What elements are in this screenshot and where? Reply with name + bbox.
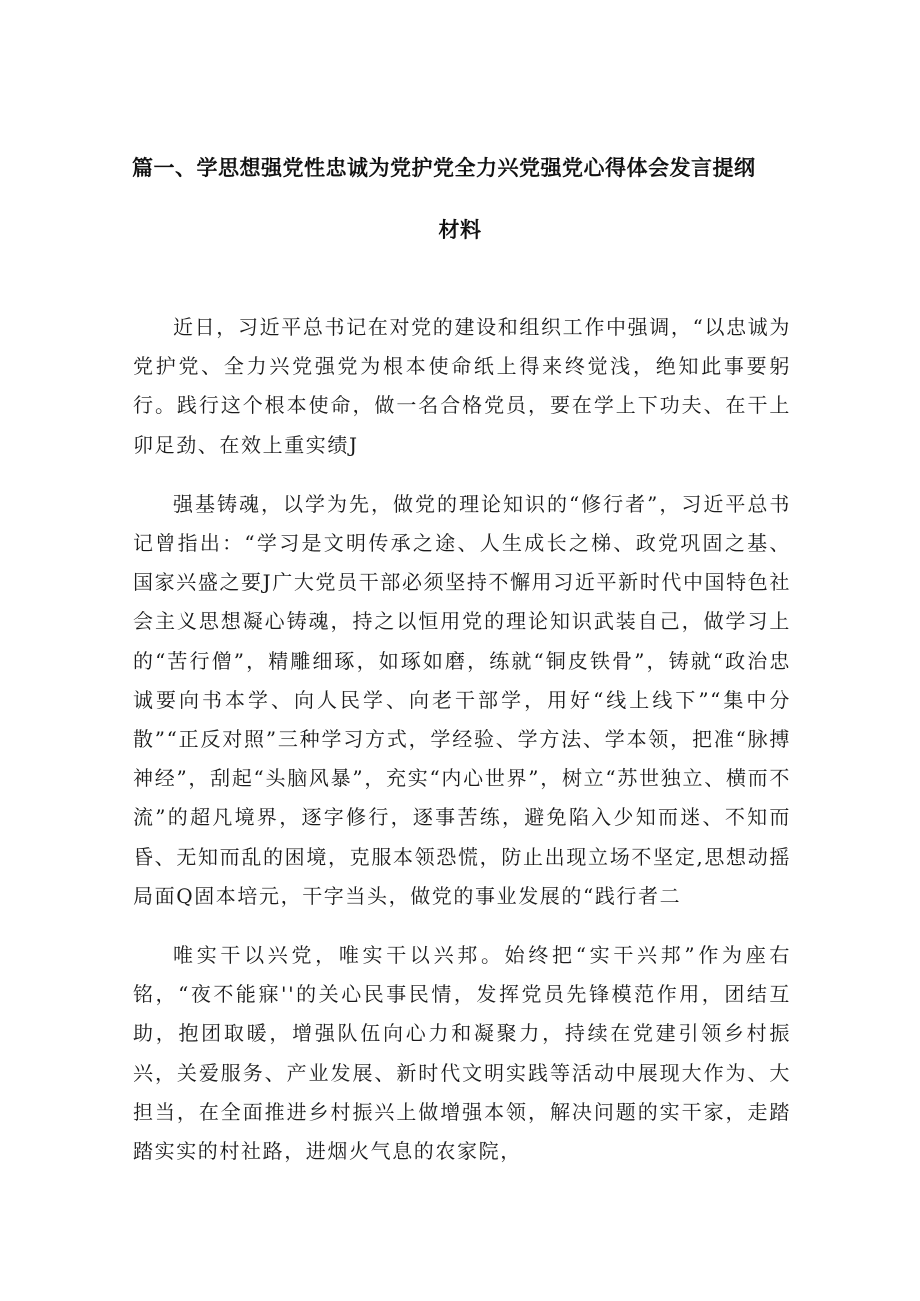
document-title-line-1: 篇一、学思想强党性忠诚为党护党全力兴党强党心得体会发言提纲 (132, 156, 756, 180)
paragraph-1: 近日，习近平总书记在对党的建设和组织工作中强调，“以忠诚为党护党、全力兴党强党为根本使命纸上得来终觉浅，绝知此事要躬行。践行这个根本使命，做一名合格党员，要在学上下功夫、在干上卯足劲、在效上重实绩J (133, 315, 791, 457)
document-body (133, 308, 791, 1191)
document-title-line-2: 材料 (438, 218, 482, 242)
paragraph-3: 唯实干以兴党，唯实干以兴邦。始终把“实干兴邦”作为座右铭，“夜不能寐''的关心民事民情，发挥党员先锋模范作用，团结互助，抱团取暖，增强队伍向心力和凝聚力，持续在党建引领乡村振兴，关爱服务、产业发展、新时代文明实践等活动中展现大作为、大担当，在全面推进乡村振兴上做增强本领，解决问题的实干家，走踏踏实实的村社路，进烟火气息的农家院， (133, 943, 791, 1164)
paragraph-2: 强基铸魂，以学为先，做党的理论知识的“修行者”，习近平总书记曾指出：“学习是文明传承之途、人生成长之梯、政党巩固之基、国家兴盛之要J广大党员干部必须坚持不懈用习近平新时代中国特色社会主义思想凝心铸魂，持之以恒用党的理论知识武装自己，做学习上的“苦行僧”，精雕细琢，如琢如磨，练就“铜皮铁骨”，铸就“政治忠诚要向书本学、向人民学、向老干部学，用好“线上线下”“集中分散”“正反对照”三种学习方式，学经验、学方法、学本领，把准“脉搏神经”，刮起“头脑风暴”，充实“内心世界”，树立“苏世独立、横而不流”的超凡境界，逐字修行，逐事苦练，避免陷入少知而迷、不知而昏、无知而乱的困境，克服本领恐慌，防止出现立场不坚定,思想动摇局面Q固本培元，干字当头，做党的事业发展的“践行者二 (133, 491, 791, 908)
